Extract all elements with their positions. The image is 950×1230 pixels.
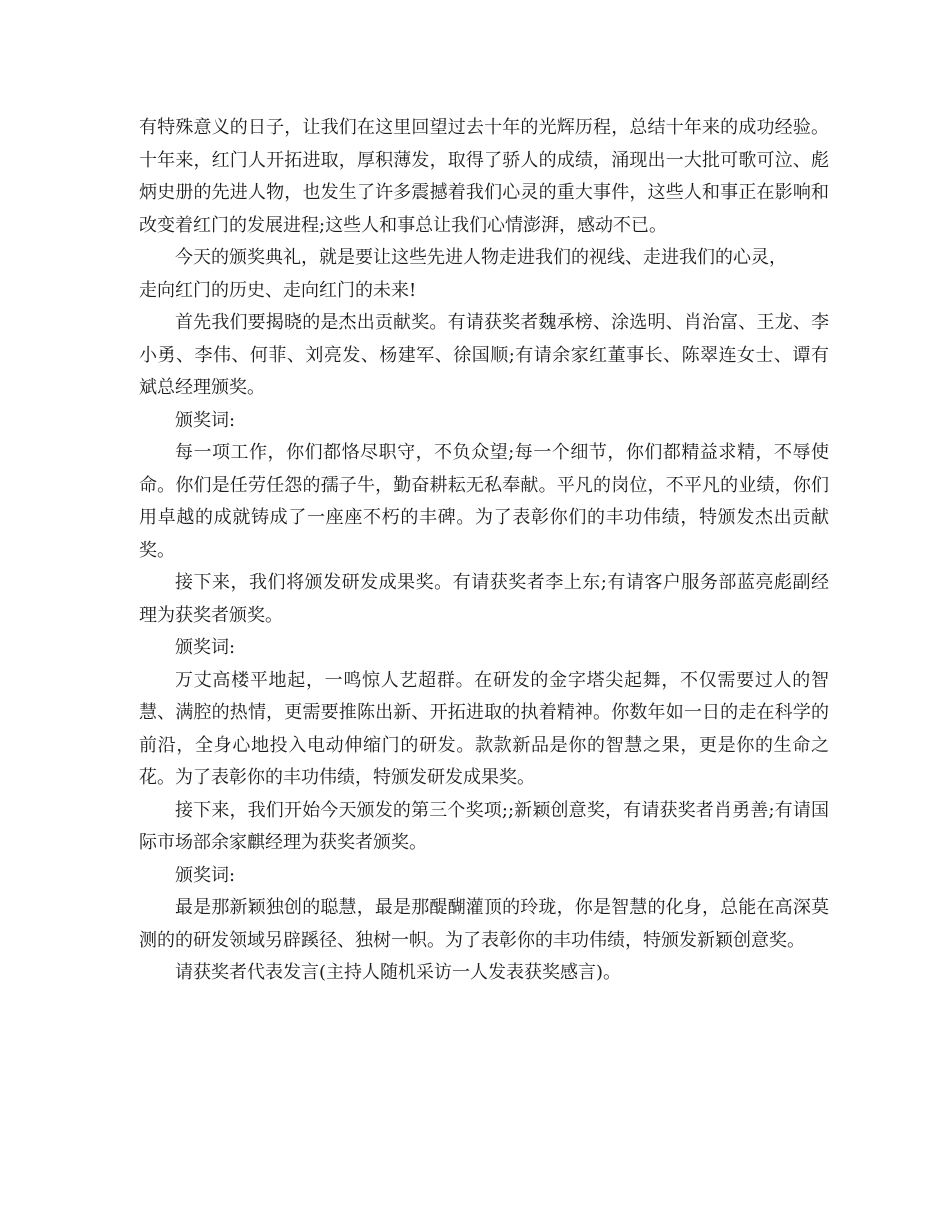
paragraph-creative-award: 接下来，我们开始今天颁发的第三个奖项;;新颖创意奖，有请获奖者肖勇善;有请国际市场部余家麒经理为获奖者颁奖。	[139, 799, 829, 853]
paragraph-intro-continued: 有特殊意义的日子，让我们在这里回望过去十年的光辉历程，总结十年来的成功经验。十年来，红门人开拓进取，厚积薄发，取得了骄人的成绩，涌现出一大批可歌可泣、彪炳史册的先进人物，也发生了许多震撼着我们心灵的重大事件，这些人和事正在影响和改变着红门的发展进程;这些人和事总让我们心情澎湃，感动不已。	[139, 117, 829, 236]
paragraph-ceremony-purpose: 今天的颁奖典礼，就是要让这些先进人物走进我们的视线、走进我们的心灵，	[175, 247, 787, 268]
award-speech-heading: 颁奖词:	[175, 864, 236, 886]
paragraph-outstanding-contribution-speech: 每一项工作，你们都恪尽职守，不负众望;每一个细节，你们都精益求精，不辱使命。你们是任劳任怨的孺子牛，勤奋耕耘无私奉献。平凡的岗位，不平凡的业绩，你们用卓越的成就铸成了一座座不朽的丰碑。为了表彰你们的丰功伟绩，特颁发杰出贡献奖。	[139, 442, 829, 561]
paragraph-rd-achievement-award: 接下来，我们将颁发研发成果奖。有请获奖者李上东;有请客户服务部蓝亮彪副经理为获奖者颁奖。	[139, 572, 829, 626]
award-speech-heading: 颁奖词:	[175, 637, 236, 658]
paragraph-winner-representative: 请获奖者代表发言(主持人随机采访一人发表获奖感言)。	[175, 962, 622, 983]
paragraph-ceremony-purpose-continued: 走向红门的历史、走向红门的未来!	[139, 279, 417, 301]
paragraph-outstanding-contribution-award: 首先我们要揭晓的是杰出贡献奖。有请获奖者魏承榜、涂选明、肖治富、王龙、李小勇、李伟、何菲、刘亮发、杨建军、徐国顺;有请余家红董事长、陈翠连女士、谭有斌总经理颁奖。	[139, 312, 829, 398]
award-speech-heading: 颁奖词:	[175, 409, 236, 431]
paragraph-creative-speech: 最是那新颖独创的聪慧，最是那醍醐灌顶的玲珑，你是智慧的化身，总能在高深莫测的的研发领域另辟蹊径、独树一帜。为了表彰你的丰功伟绩，特颁发新颖创意奖。	[139, 897, 829, 951]
document-body	[139, 112, 829, 990]
paragraph-rd-achievement-speech: 万丈高楼平地起，一鸣惊人艺超群。在研发的金字塔尖起舞，不仅需要过人的智慧、满腔的热情，更需要推陈出新、开拓进取的执着精神。你数年如一日的走在科学的前沿，全身心地投入电动伸缩门的研发。款款新品是你的智慧之果，更是你的生命之花。为了表彰你的丰功伟绩，特颁发研发成果奖。	[139, 669, 829, 788]
